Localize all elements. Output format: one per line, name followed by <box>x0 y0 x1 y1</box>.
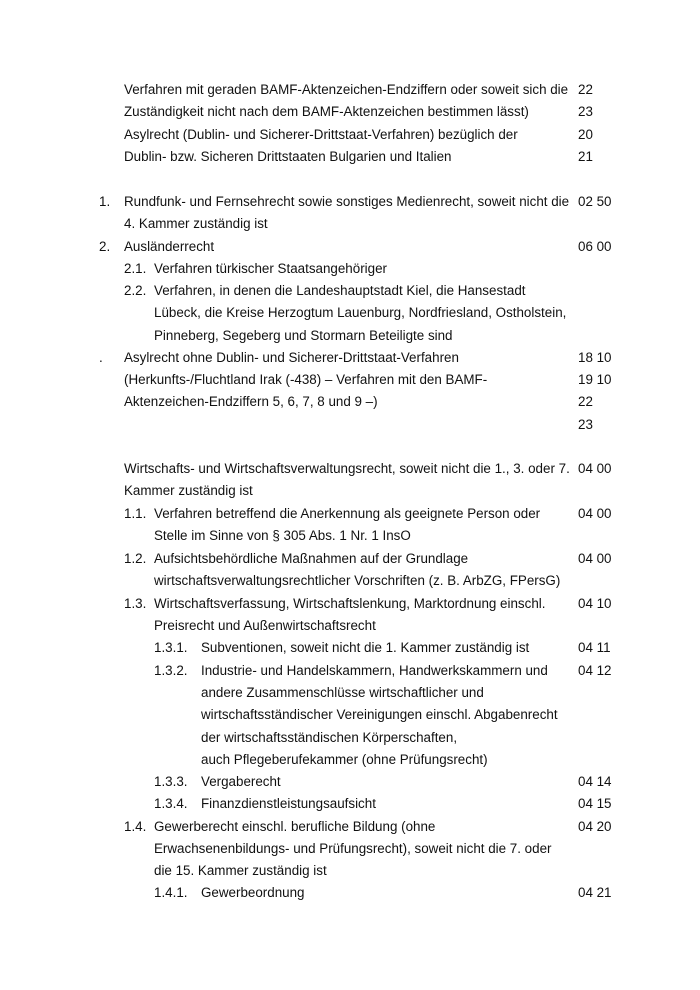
document-line <box>0 101 700 123</box>
item-text: 4. Kammer zuständig ist <box>124 216 268 231</box>
document-line <box>0 749 700 771</box>
document-line <box>0 236 700 258</box>
file-code: 18 10 <box>578 350 612 365</box>
item-text: andere Zusammenschlüsse wirtschaftlicher und <box>201 685 484 700</box>
file-code: 04 14 <box>578 774 612 789</box>
item-text: Asylrecht ohne Dublin- und Sicherer-Drittstaat-Verfahren <box>124 350 459 365</box>
document-line <box>0 213 700 235</box>
item-number: 2. <box>99 239 111 254</box>
document-line <box>0 258 700 280</box>
sub-item-number: 1.3.4. <box>154 796 188 811</box>
item-text: auch Pflegeberufekammer (ohne Prüfungsrecht) <box>201 752 488 767</box>
item-text: Subventionen, soweit nicht die 1. Kammer zuständig ist <box>201 640 530 655</box>
document-line <box>0 503 700 525</box>
item-text: Wirtschafts- und Wirtschaftsverwaltungsrecht, soweit nicht die 1., 3. oder 7. <box>124 461 570 476</box>
file-code: 06 00 <box>578 239 612 254</box>
item-text: Asylrecht (Dublin- und Sicherer-Drittstaat-Verfahren) bezüglich der <box>124 127 518 142</box>
item-text: Finanzdienstleistungsaufsicht <box>201 796 376 811</box>
file-code: 22 <box>578 82 593 97</box>
item-text: wirtschaftsständischer Vereinigungen einschl. Abgabenrecht <box>201 707 558 722</box>
item-text: Aktenzeichen-Endziffern 5, 6, 7, 8 und 9 –) <box>124 394 378 409</box>
file-code: 04 00 <box>578 461 612 476</box>
document-line <box>0 280 700 302</box>
sub-item-number: 2.2. <box>124 283 147 298</box>
item-text: Lübeck, die Kreise Herzogtum Lauenburg, Nordfriesland, Ostholstein, <box>154 305 567 320</box>
item-text: Verfahren mit geraden BAMF-Aktenzeichen-Endziffern oder soweit sich die <box>124 82 569 97</box>
item-text: Ausländerrecht <box>124 239 215 254</box>
item-text: wirtschaftsverwaltungsrechtlicher Vorschriften (z. B. ArbZG, FPersG) <box>154 573 561 588</box>
item-text: Pinneberg, Segeberg und Stormarn Beteiligte sind <box>154 328 453 343</box>
document-line <box>0 704 700 726</box>
file-code: 04 00 <box>578 551 612 566</box>
document-line <box>0 525 700 547</box>
document-line <box>0 660 700 682</box>
item-text: Verfahren betreffend die Anerkennung als geeignete Person oder <box>154 506 541 521</box>
sub-item-number: 1.3.2. <box>154 663 188 678</box>
sub-item-number: 1.3. <box>124 596 147 611</box>
file-code: 04 21 <box>578 885 612 900</box>
document-line <box>0 191 700 213</box>
item-text: Industrie- und Handelskammern, Handwerkskammern und <box>201 663 548 678</box>
document-line <box>0 637 700 659</box>
document-line <box>0 79 700 101</box>
document-line <box>0 570 700 592</box>
item-text: die 15. Kammer zuständig ist <box>154 863 327 878</box>
document-line <box>0 548 700 570</box>
file-code: 20 <box>578 127 593 142</box>
item-text: (Herkunfts-/Fluchtland Irak (-438) – Verfahren mit den BAMF- <box>124 372 488 387</box>
item-text: Dublin- bzw. Sicheren Drittstaaten Bulgarien und Italien <box>124 149 452 164</box>
document-line <box>0 727 700 749</box>
item-text: Stelle im Sinne von § 305 Abs. 1 Nr. 1 InsO <box>154 528 411 543</box>
file-code: 19 10 <box>578 372 612 387</box>
file-code: 04 20 <box>578 819 612 834</box>
item-text: Gewerberecht einschl. berufliche Bildung (ohne <box>154 819 436 834</box>
document-line <box>0 325 700 347</box>
document-line <box>0 593 700 615</box>
document-line <box>0 124 700 146</box>
item-text: Rundfunk- und Fernsehrecht sowie sonstiges Medienrecht, soweit nicht die <box>124 194 570 209</box>
item-text: Wirtschaftsverfassung, Wirtschaftslenkung, Marktordnung einschl. <box>154 596 546 611</box>
sub-item-number: 1.4.1. <box>154 885 188 900</box>
file-code: 22 <box>578 394 593 409</box>
sub-item-number: 1.1. <box>124 506 147 521</box>
sub-item-number: 1.4. <box>124 819 147 834</box>
file-code: 23 <box>578 417 593 432</box>
document-line <box>0 414 700 436</box>
file-code: 23 <box>578 104 593 119</box>
item-text: Vergaberecht <box>201 774 281 789</box>
item-number: 1. <box>99 194 111 209</box>
document-line <box>0 816 700 838</box>
document-line <box>0 882 700 904</box>
item-text: Aufsichtsbehördliche Maßnahmen auf der Grundlage <box>154 551 469 566</box>
document-line <box>0 793 700 815</box>
document-line <box>0 615 700 637</box>
item-text: Erwachsenenbildungs- und Prüfungsrecht), soweit nicht die 7. oder <box>154 841 552 856</box>
item-number: . <box>99 350 103 365</box>
item-text: Verfahren, in denen die Landeshauptstadt Kiel, die Hansestadt <box>154 283 526 298</box>
document-line <box>0 771 700 793</box>
item-text: Kammer zuständig ist <box>124 483 253 498</box>
sub-item-number: 1.3.3. <box>154 774 188 789</box>
document-line <box>0 302 700 324</box>
document-line <box>0 458 700 480</box>
document-line <box>0 347 700 369</box>
sub-item-number: 1.3.1. <box>154 640 188 655</box>
file-code: 04 00 <box>578 506 612 521</box>
document-line <box>0 369 700 391</box>
item-text: Gewerbeordnung <box>201 885 305 900</box>
sub-item-number: 1.2. <box>124 551 147 566</box>
document-line <box>0 391 700 413</box>
file-code: 04 10 <box>578 596 612 611</box>
file-code: 02 50 <box>578 194 612 209</box>
sub-item-number: 2.1. <box>124 261 147 276</box>
file-code: 21 <box>578 149 593 164</box>
item-text: der wirtschaftsständischen Körperschaften, <box>201 730 458 745</box>
file-code: 04 12 <box>578 663 612 678</box>
file-code: 04 11 <box>578 640 611 655</box>
document-line <box>0 860 700 882</box>
document-line <box>0 838 700 860</box>
document-line <box>0 146 700 168</box>
document-line <box>0 682 700 704</box>
item-text: Verfahren türkischer Staatsangehöriger <box>154 261 387 276</box>
item-text: Preisrecht und Außenwirtschaftsrecht <box>154 618 376 633</box>
file-code: 04 15 <box>578 796 612 811</box>
item-text: Zuständigkeit nicht nach dem BAMF-Aktenzeichen bestimmen lässt) <box>124 104 529 119</box>
document-line <box>0 480 700 502</box>
